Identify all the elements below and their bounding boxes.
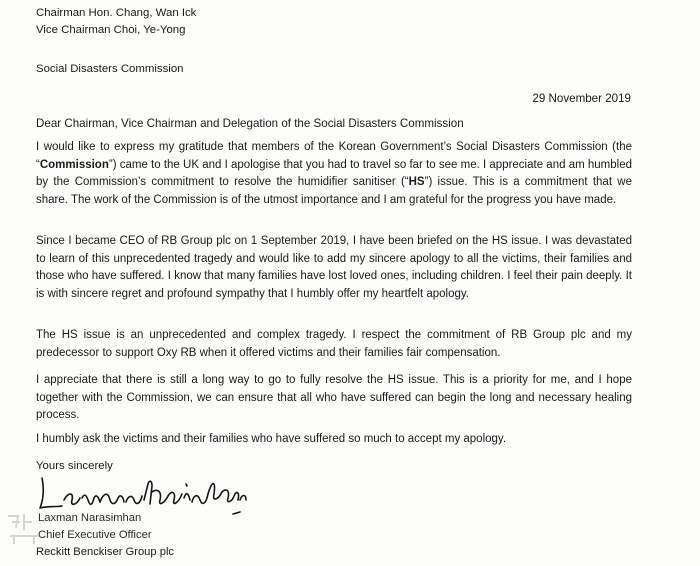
paragraph-1-part-c: ”) came to the UK and I apologise that you had to travel so far to see me. I appreciate and am humbled by the Commission’s commitment to resolve the humidifier sanitiser (“ [36, 158, 632, 189]
paragraph-4: I appreciate that there is still a long way to go to fully resolve the HS issue. This is a priority for me, and I hope together with the Commission, we can ensure that all who have suffered can begin the long and necessary healing process. [36, 374, 632, 422]
paragraph-1-part-e: ”) issue. This is a commitment that we share. The work of the Commission is of the utmost importance and I am grateful for the progress you have made. [36, 176, 632, 206]
recipient-line-1: Chairman Hon. Chang, Wan Ick [36, 7, 197, 19]
paragraph-1 [36, 139, 632, 209]
watermark-logo [4, 508, 46, 546]
hs-defined-term: HS [408, 176, 425, 189]
signatory-company: Reckitt Benckiser Group plc [36, 546, 175, 558]
signatory-title: Chief Executive Officer [38, 529, 152, 541]
paragraph-3: The HS issue is an unprecedented and complex tragedy. I respect the commitment of RB Group plc and my predecessor to support Oxy RB when it offered victims and their families fair compensation. [36, 329, 632, 359]
signatory-name: Laxman Narasimhan [38, 512, 142, 524]
paragraph-1-part-a: I would like to express my gratitude that members of the Korean Government’s Social Disasters Commission (the “ [36, 141, 632, 171]
letter-date: 29 November 2019 [532, 92, 631, 105]
closing: Yours sincerely [36, 460, 113, 472]
recipient-organization: Social Disasters Commission [36, 63, 184, 75]
commission-defined-term: Commission [39, 158, 109, 171]
salutation: Dear Chairman, Vice Chairman and Delegation of the Social Disasters Commission [36, 117, 464, 130]
paragraph-2: Since I became CEO of RB Group plc on 1 September 2019, I have been briefed on the HS issue. I was devastated to learn of this unprecedented tragedy and would like to add my sincere apology to all the victims, their families and those who have suffered. I know that many families have lost loved ones, including children. I feel their pain deeply. It is with sincere regret and profound sympathy that I humbly offer my heartfelt apology. [36, 235, 632, 300]
paragraph-5: I humbly ask the victims and their families who have suffered so much to accept my apology. [36, 433, 507, 445]
recipient-line-2: Vice Chairman Choi, Ye-Yong [36, 24, 186, 36]
